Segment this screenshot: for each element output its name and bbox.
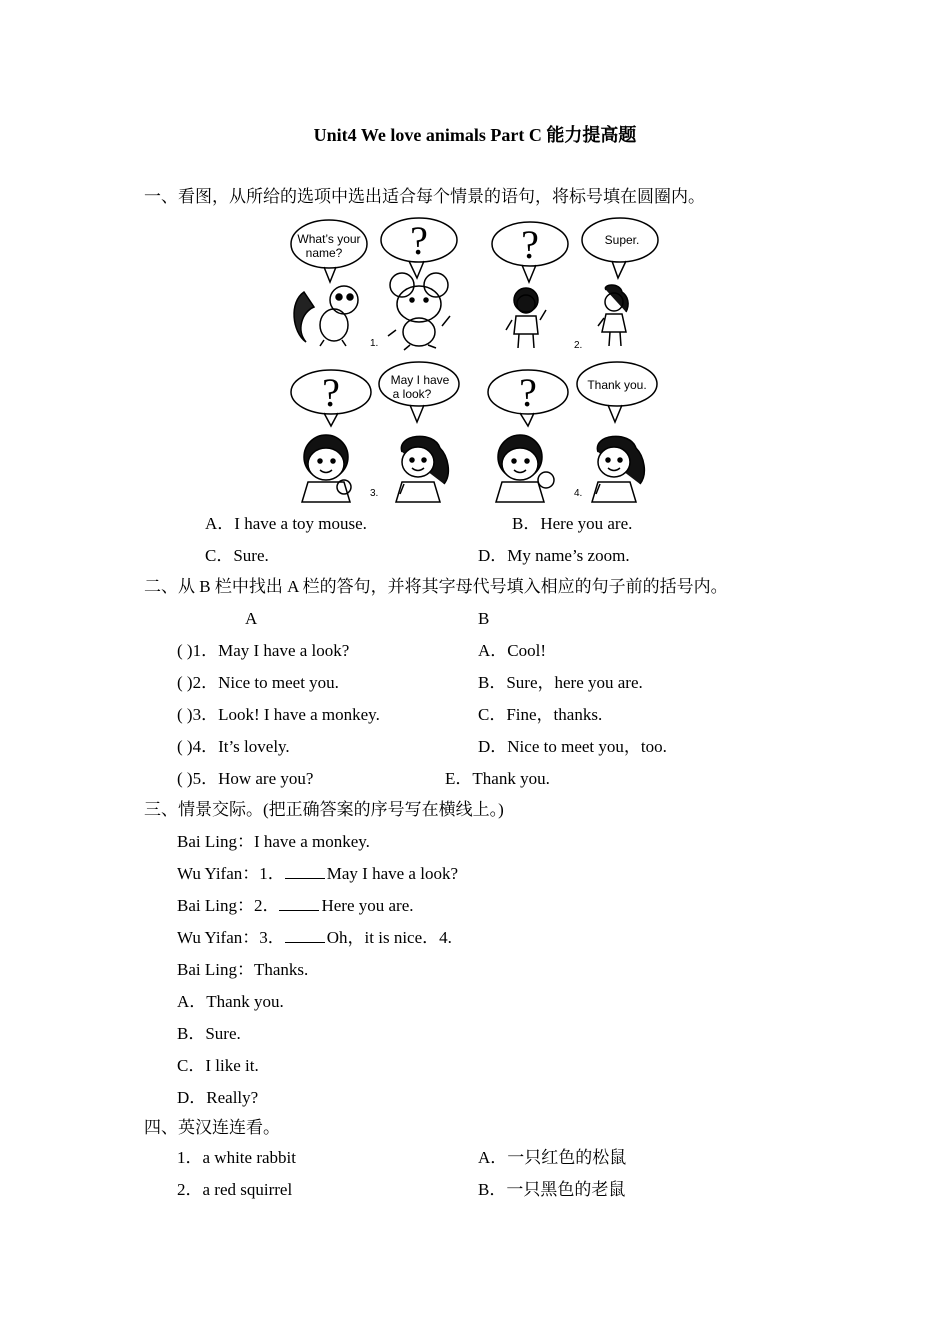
panel-number-2: 2.: [574, 340, 583, 351]
bubble-8-text: Thank you.: [587, 378, 647, 392]
panel-number-3: 3.: [370, 488, 379, 499]
dialogue-option-b: B．Sure.: [177, 1024, 241, 1043]
match-question-5: ( )5．How are you?: [177, 769, 314, 788]
english-item-2: 2．a red squirrel: [177, 1180, 293, 1199]
mouse-illustration: [388, 273, 450, 350]
match-question-2: ( )2．Nice to meet you.: [177, 673, 339, 692]
match-answer-e: E．Thank you.: [445, 769, 550, 788]
section-3-heading: 三、情景交际。(把正确答案的序号写在横线上。): [144, 800, 504, 819]
bubble-6-line-1: May I have: [390, 373, 450, 387]
dialogue-line-4: [177, 928, 452, 948]
panel-number-4: 4.: [574, 488, 583, 499]
column-a-header: A: [245, 609, 258, 628]
bubble-5-text: ?: [322, 370, 340, 415]
match-question-1: ( )1．May I have a look?: [177, 641, 350, 660]
exercise-illustrations: [284, 212, 664, 504]
speech-bubble-8: [577, 362, 657, 422]
girl-closeup-illustration-1: [396, 436, 448, 502]
match-answer-b: B．Sure，here you are.: [478, 673, 643, 692]
page-title: Unit4 We love animals Part C 能力提高题: [313, 125, 637, 145]
bubble-7-text: ?: [519, 370, 537, 415]
option-b: B．Here you are.: [512, 514, 633, 533]
panel-number-1: 1.: [370, 338, 379, 349]
option-a: A．I have a toy mouse.: [205, 514, 367, 533]
dialogue-line-4-text: Oh，it is nice．4.: [326, 928, 452, 947]
option-d: D．My name’s zoom.: [478, 546, 630, 565]
match-question-3: ( )3．Look! I have a monkey.: [177, 705, 380, 724]
bubble-3-text: ?: [521, 222, 539, 267]
boy-illustration: [506, 288, 546, 348]
section-2-heading: 二、从 B 栏中找出 A 栏的答句，并将其字母代号填入相应的句子前的括号内。: [144, 577, 728, 596]
bubble-4-text: Super.: [604, 233, 640, 247]
dialogue-option-c: C．I like it.: [177, 1056, 259, 1075]
dialogue-line-3-prefix: Bai Ling：2．: [177, 896, 280, 915]
answer-blank-2[interactable]: [279, 896, 319, 911]
match-answer-c: C．Fine，thanks.: [478, 705, 603, 724]
boy-closeup-illustration-2: [496, 435, 554, 502]
bubble-6-line-2: a look?: [392, 387, 432, 401]
dialogue-line-2: [177, 864, 458, 884]
dialogue-option-a: A．Thank you.: [177, 992, 284, 1011]
dialogue-line-2-text: May I have a look?: [326, 864, 458, 883]
dialogue-line-1: Bai Ling：I have a monkey.: [177, 832, 370, 851]
column-b-header: B: [478, 609, 490, 628]
chinese-item-a: A．一只红色的松鼠: [478, 1148, 627, 1167]
english-item-1: 1．a white rabbit: [177, 1148, 296, 1167]
dialogue-line-4-prefix: Wu Yifan：3．: [177, 928, 285, 947]
dialogue-line-3: [177, 896, 414, 916]
match-question-4: ( )4．It’s lovely.: [177, 737, 290, 756]
squirrel-illustration: [294, 286, 358, 346]
bubble-1-line-2: name?: [305, 246, 343, 260]
answer-blank-3[interactable]: [285, 928, 325, 943]
section-4-heading: 四、英汉连连看。: [144, 1118, 280, 1137]
dialogue-line-3-text: Here you are.: [321, 896, 414, 915]
answer-blank-1[interactable]: [285, 864, 325, 879]
dialogue-line-5: Bai Ling：Thanks.: [177, 960, 309, 979]
boy-closeup-illustration-1: [302, 435, 351, 502]
bubble-2-text: ?: [410, 218, 428, 263]
section-1-heading: 一、看图，从所给的选项中选出适合每个情景的语句，将标号填在圆圈内。: [144, 187, 705, 206]
dialogue-line-2-prefix: Wu Yifan：1．: [177, 864, 285, 883]
bubble-1-line-1: What’s your: [297, 232, 361, 246]
chinese-item-b: B．一只黑色的老鼠: [478, 1180, 626, 1199]
match-answer-d: D．Nice to meet you，too.: [478, 737, 667, 756]
match-answer-a: A．Cool!: [478, 641, 546, 660]
girl-closeup-illustration-2: [592, 436, 644, 502]
dialogue-option-d: D．Really?: [177, 1088, 259, 1107]
speech-bubble-4: [582, 218, 658, 278]
option-c: C．Sure.: [205, 546, 269, 565]
girl-illustration: [598, 285, 628, 346]
